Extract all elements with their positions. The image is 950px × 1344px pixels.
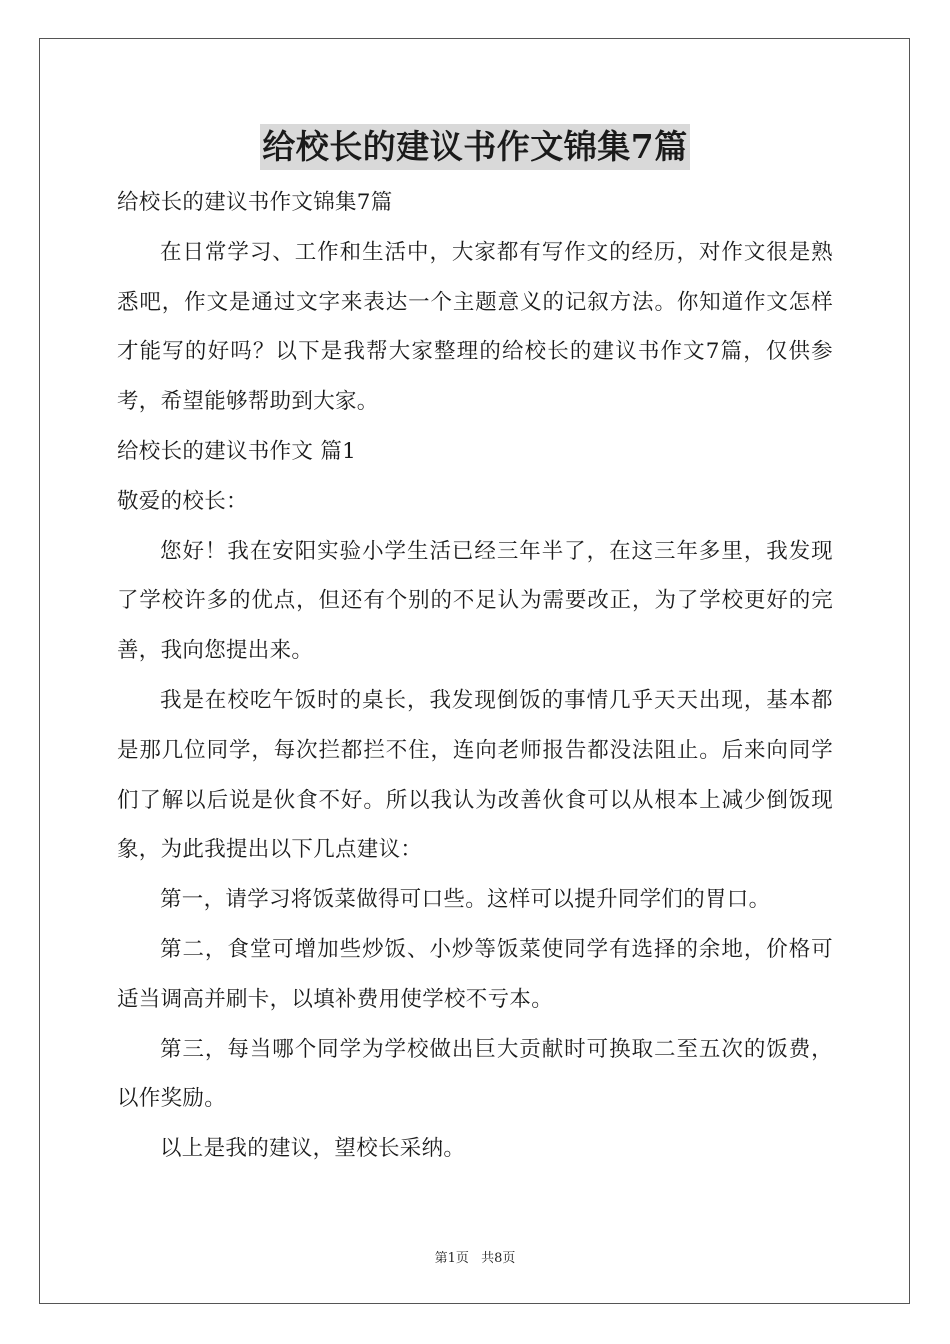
suggestion-item: 第一，请学习将饭菜做得可口些。这样可以提升同学们的胃口。 — [160, 887, 771, 913]
page-count: 共8页 — [481, 1251, 516, 1266]
document-body — [117, 178, 833, 1174]
page-number: 第1页 — [434, 1251, 469, 1266]
document-title: 给校长的建议书作文锦集7篇 — [260, 124, 689, 170]
section-heading: 给校长的建议书作文 篇1 — [117, 438, 357, 464]
intro-paragraph: 在日常学习、工作和生活中，大家都有写作文的经历，对作文很是熟悉吧，作文是通过文字来表达一个主题意义的记叙方法。你知道作文怎样才能写的好吗？以下是我帮大家整理的给校长的建议书作文7篇，仅供参考，希望能够帮助到大家。 — [117, 239, 833, 415]
closing-paragraph: 以上是我的建议，望校长采纳。 — [160, 1136, 466, 1162]
body-paragraph: 我是在校吃午饭时的桌长，我发现倒饭的事情几乎天天出现，基本都是那几位同学，每次拦都拦不住，连向老师报告都没法阻止。后来向同学们了解以后说是伙食不好。所以我认为改善伙食可以从根本上减少倒饭现象，为此我提出以下几点建议： — [117, 687, 833, 863]
title-container — [0, 124, 950, 170]
subtitle-line: 给校长的建议书作文锦集7篇 — [117, 190, 393, 215]
suggestion-item: 第二，食堂可增加些炒饭、小炒等饭菜使同学有选择的余地，价格可适当调高并刷卡，以填补费用使学校不亏本。 — [117, 936, 833, 1012]
page-footer — [0, 1247, 950, 1266]
suggestion-item: 第三，每当哪个同学为学校做出巨大贡献时可换取二至五次的饭费，以作奖励。 — [117, 1036, 833, 1112]
salutation: 敬爱的校长： — [117, 488, 248, 514]
body-paragraph: 您好！我在安阳实验小学生活已经三年半了，在这三年多里，我发现了学校许多的优点，但还有个别的不足认为需要改正，为了学校更好的完善，我向您提出来。 — [117, 538, 833, 664]
